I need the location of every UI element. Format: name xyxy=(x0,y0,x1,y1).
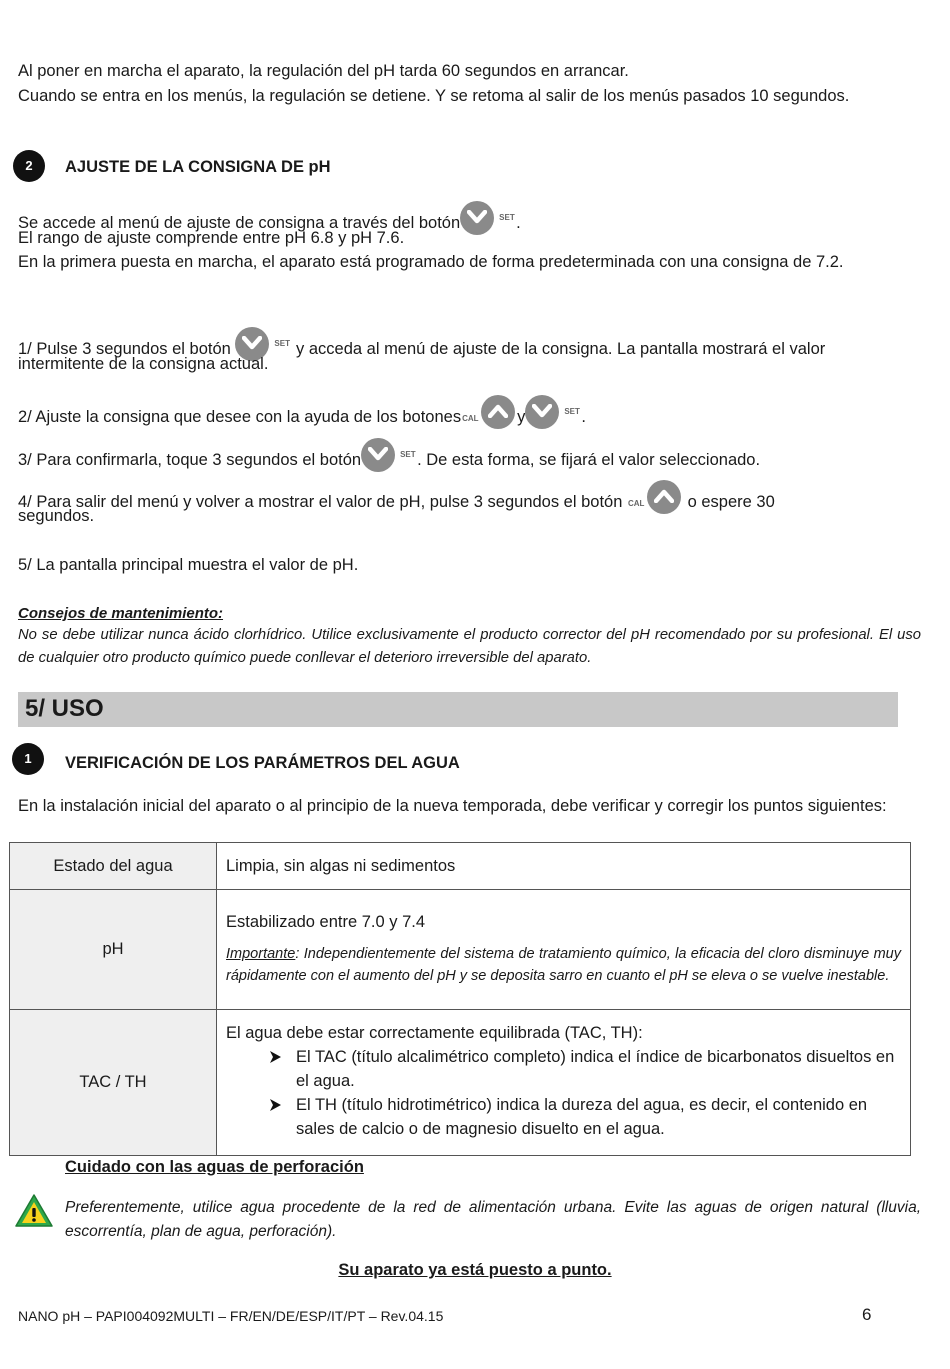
intro-line-1: Al poner en marcha el aparato, la regulación del pH tarda 60 segundos en arrancar. xyxy=(18,62,629,80)
water-parameters-table xyxy=(9,842,911,1156)
step-2-end: . xyxy=(581,408,586,426)
tips-text: No se debe utilizar nunca ácido clorhídrico. Utilice exclusivamente el producto corrector del pH recomendado por su profesional. El uso de cualquier otro producto químico puede conllevar el deterioro irreversible del aparato. xyxy=(18,627,921,666)
table-label-cell: Estado del agua xyxy=(10,843,217,890)
table-value-cell xyxy=(217,890,911,1010)
step-2-text: 2/ Ajuste la consigna que desee con la ayuda de los botones xyxy=(18,408,462,426)
step-3-text-cont: . De esta forma, se fijará el valor seleccionado. xyxy=(417,451,761,469)
arrow-bullet-icon xyxy=(268,1093,282,1119)
list-item xyxy=(226,1045,901,1093)
warning-triangle-icon xyxy=(14,1193,54,1234)
cal-button-icon xyxy=(461,394,517,430)
list-item xyxy=(226,1093,901,1141)
warning-text: Preferentemente, utilice agua procedente de la red de alimentación urbana. Evite las aguas de origen natural (lluvia, escorrentía, plan de agua, perforación). xyxy=(65,1199,921,1240)
cal-label: CAL xyxy=(462,414,479,423)
access-text: Se accede al menú de ajuste de consigna a través del botón xyxy=(18,214,461,232)
default-paragraph: En la primera puesta en marcha, el aparato está programado de forma predeterminada con una consigna de 7.2. xyxy=(18,253,844,271)
step-1-line-2: intermitente de la consigna actual. xyxy=(18,355,269,373)
step-4-line-2: segundos. xyxy=(18,507,95,525)
step-1-text-cont: y acceda al menú de ajuste de la consigna. La pantalla mostrará el valor xyxy=(296,340,826,358)
arrow-bullet-icon xyxy=(268,1045,282,1071)
bullet-text: El TH (título hidrotimétrico) indica la dureza del agua, es decir, el contenido en sales de calcio o de magnesio disuelto en el agua. xyxy=(296,1095,868,1138)
access-text-end: . xyxy=(516,214,521,232)
table-row xyxy=(10,890,911,1010)
tips-title: Consejos de mantenimiento: xyxy=(18,605,224,622)
set-button-icon xyxy=(525,394,581,430)
cal-button-icon xyxy=(627,479,683,515)
section-title-bar xyxy=(18,692,898,727)
set-button-icon xyxy=(460,200,516,236)
step-3-text: 3/ Para confirmarla, toque 3 segundos el botón xyxy=(18,451,362,469)
page-number: 6 xyxy=(862,1305,872,1324)
range-paragraph: El rango de ajuste comprende entre pH 6.8 y pH 7.6. xyxy=(18,229,405,247)
step-4-text: 4/ Para salir del menú y volver a mostrar el valor de pH, pulse 3 segundos el botón xyxy=(18,493,623,511)
balance-text: El agua debe estar correctamente equilibrada (TAC, TH): xyxy=(226,1023,643,1042)
ready-statement: Su aparato ya está puesto a punto. xyxy=(338,1261,612,1279)
subsection-heading: VERIFICACIÓN DE LOS PARÁMETROS DEL AGUA xyxy=(65,754,460,772)
table-row xyxy=(10,1010,911,1156)
step-1-text: 1/ Pulse 3 segundos el botón xyxy=(18,340,231,358)
step-4 xyxy=(18,479,921,515)
step-3 xyxy=(18,437,760,473)
set-label: SET xyxy=(564,407,580,416)
ph-note-prefix: Importante xyxy=(226,946,296,962)
ph-range: Estabilizado entre 7.0 y 7.4 xyxy=(226,913,426,931)
ph-note xyxy=(226,943,901,987)
set-label: SET xyxy=(274,339,290,348)
section-intro: En la instalación inicial del aparato o al principio de la nueva temporada, debe verificar y corregir los puntos siguientes: xyxy=(18,797,887,815)
table-value-cell: Limpia, sin algas ni sedimentos xyxy=(217,843,911,890)
step-4-text-cont: o espere 30 xyxy=(687,493,775,511)
table-label-cell: pH xyxy=(10,890,217,1010)
step-2-conj: y xyxy=(517,408,526,426)
table-value-cell xyxy=(217,1010,911,1156)
table-label-cell: TAC / TH xyxy=(10,1010,217,1156)
footer-document-ref: NANO pH – PAPI004092MULTI – FR/EN/DE/ESP/IT/PT – Rev.04.15 xyxy=(18,1308,444,1324)
step-number-badge: 1 xyxy=(12,743,44,775)
step-2 xyxy=(18,394,586,430)
set-label: SET xyxy=(499,213,515,222)
step-number-badge: 2 xyxy=(13,150,45,182)
intro-line-2: Cuando se entra en los menús, la regulación se detiene. Y se retoma al salir de los menús pasados 10 segundos. xyxy=(18,87,850,105)
ph-note-text: : Independientemente del sistema de tratamiento químico, la eficacia del cloro disminuye muy rápidamente con el aumento del pH y se deposita sarro en cuanto el pH se eleva o se vuelve inestable. xyxy=(226,946,901,984)
table-row xyxy=(10,843,911,890)
step-5: 5/ La pantalla principal muestra el valor de pH. xyxy=(18,556,359,574)
set-label: SET xyxy=(400,450,416,459)
section-heading: AJUSTE DE LA CONSIGNA DE pH xyxy=(65,158,331,176)
warning-title: Cuidado con las aguas de perforación xyxy=(65,1158,364,1176)
set-button-icon xyxy=(361,437,417,473)
bullet-text: El TAC (título alcalimétrico completo) indica el índice de bicarbonatos disueltos en el agua. xyxy=(296,1047,895,1090)
section-title: 5/ USO xyxy=(25,695,104,722)
cal-label: CAL xyxy=(628,499,645,508)
